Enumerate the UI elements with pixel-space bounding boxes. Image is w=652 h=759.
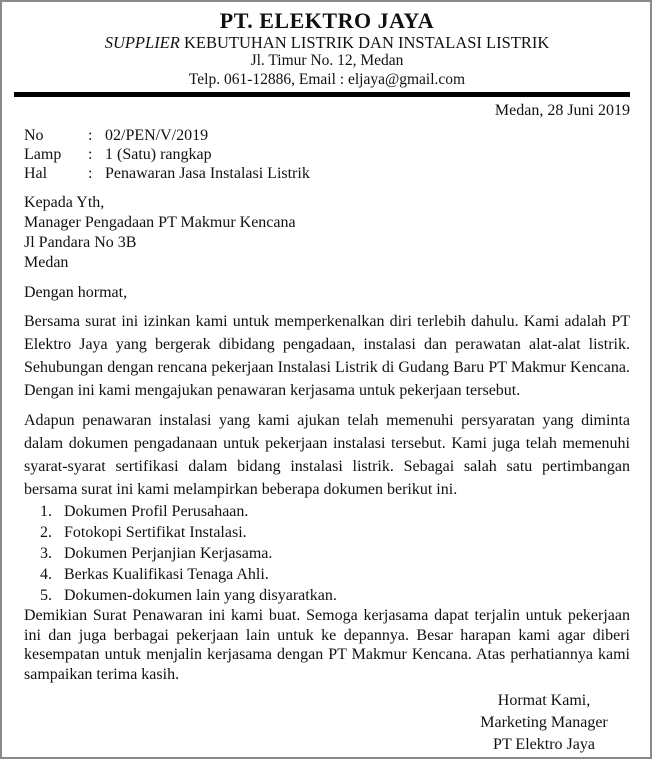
list-item — [24, 564, 630, 585]
recipient-line: Manager Pengadaan PT Makmur Kencana — [24, 214, 296, 231]
attachment-list — [24, 501, 630, 606]
list-item-text: Dokumen Perjanjian Kerjasama. — [64, 545, 273, 562]
company-tagline — [24, 33, 630, 52]
salutation: Dengan hormat, — [24, 284, 128, 301]
body-paragraph-offer: Adapun penawaran instalasi yang kami ajukan telah memenuhi persyaratan yang diminta dalam dokumen pengadanaan untuk pekerjaan instalasi tersebut. Kami juga telah memenuhi syarat-syarat sertifikasi dalam bidang instalasi listrik. Sebagai salah satu pertimbangan bersama surat ini kami melampirkan beberapa dokumen berikut ini. — [24, 412, 630, 498]
meta-colon: : — [88, 165, 93, 182]
dateline: Medan, 28 Juni 2019 — [494, 102, 630, 119]
signature-salutation: Hormat Kami, — [497, 692, 591, 709]
list-item-text: Berkas Kualifikasi Tenaga Ahli. — [64, 566, 269, 583]
signature-title: Marketing Manager — [480, 714, 608, 731]
list-item-number: 4. — [40, 566, 52, 583]
meta-value: 02/PEN/V/2019 — [105, 127, 209, 144]
recipient-line: Medan — [24, 254, 69, 271]
company-address: Jl. Timur No. 12, Medan — [250, 52, 404, 69]
list-item-number: 1. — [40, 503, 52, 520]
letterhead-divider-rule — [14, 92, 630, 97]
letter-meta-block — [24, 126, 630, 183]
meta-row-subject — [24, 164, 630, 183]
closing-paragraph: Demikian Surat Penawaran ini kami buat. Semoga kerjasama dapat terjalin untuk pekerjaan ini dan juga berbagai pekerjaan lain untuk ke depannya. Besar harapan kami agar diberi kesempatan untuk menjalin kerjasama dengan PT Makmur Kencana. Atas perhatiannya kami sampaikan terima kasih. — [24, 607, 630, 683]
meta-colon: : — [88, 127, 93, 144]
meta-label: Lamp — [24, 146, 62, 163]
list-item-number: 2. — [40, 524, 52, 541]
list-item-text: Dokumen-dokumen lain yang disyaratkan. — [64, 587, 337, 604]
recipient-line: Jl Pandara No 3B — [24, 234, 137, 251]
meta-value: 1 (Satu) rangkap — [105, 146, 212, 163]
list-item — [24, 585, 630, 606]
body-paragraph-intro: Bersama surat ini izinkan kami untuk memperkenalkan diri terlebih dahulu. Kami adalah PT Elektro Jaya yang bergerak dibidang pengadaan, instalasi dan perawatan alat-alat listrik. Sehubungan dengan rencana pekerjaan Instalasi Listrik di Gudang Baru PT Makmur Kencana. Dengan ini kami mengajukan penawaran kerjasama untuk pekerjaan tersebut. — [24, 313, 630, 399]
list-item — [24, 543, 630, 564]
list-item — [24, 522, 630, 543]
tagline-rest: KEBUTUHAN LISTRIK DAN INSTALASI LISTRIK — [179, 33, 550, 52]
list-item-text: Fotokopi Sertifikat Instalasi. — [64, 524, 247, 541]
meta-row-number — [24, 126, 630, 145]
signature-block — [458, 690, 630, 756]
signature-company: PT Elektro Jaya — [493, 736, 595, 753]
meta-row-attachment — [24, 145, 630, 164]
letterhead — [24, 8, 630, 89]
list-item-number: 5. — [40, 587, 52, 604]
company-contact: Telp. 061-12886, Email : eljaya@gmail.com — [188, 71, 466, 88]
list-item — [24, 501, 630, 522]
meta-label: No — [24, 127, 44, 144]
list-item-text: Dokumen Profil Perusahaan. — [64, 503, 249, 520]
meta-colon: : — [88, 146, 93, 163]
company-name: PT. ELEKTRO JAYA — [219, 8, 435, 33]
meta-label: Hal — [24, 165, 48, 182]
meta-value: Penawaran Jasa Instalasi Listrik — [105, 165, 310, 182]
recipient-line: Kepada Yth, — [24, 194, 105, 211]
tagline-supplier-word: SUPPLIER — [104, 33, 180, 52]
list-item-number: 3. — [40, 545, 52, 562]
recipient-block — [24, 193, 630, 273]
